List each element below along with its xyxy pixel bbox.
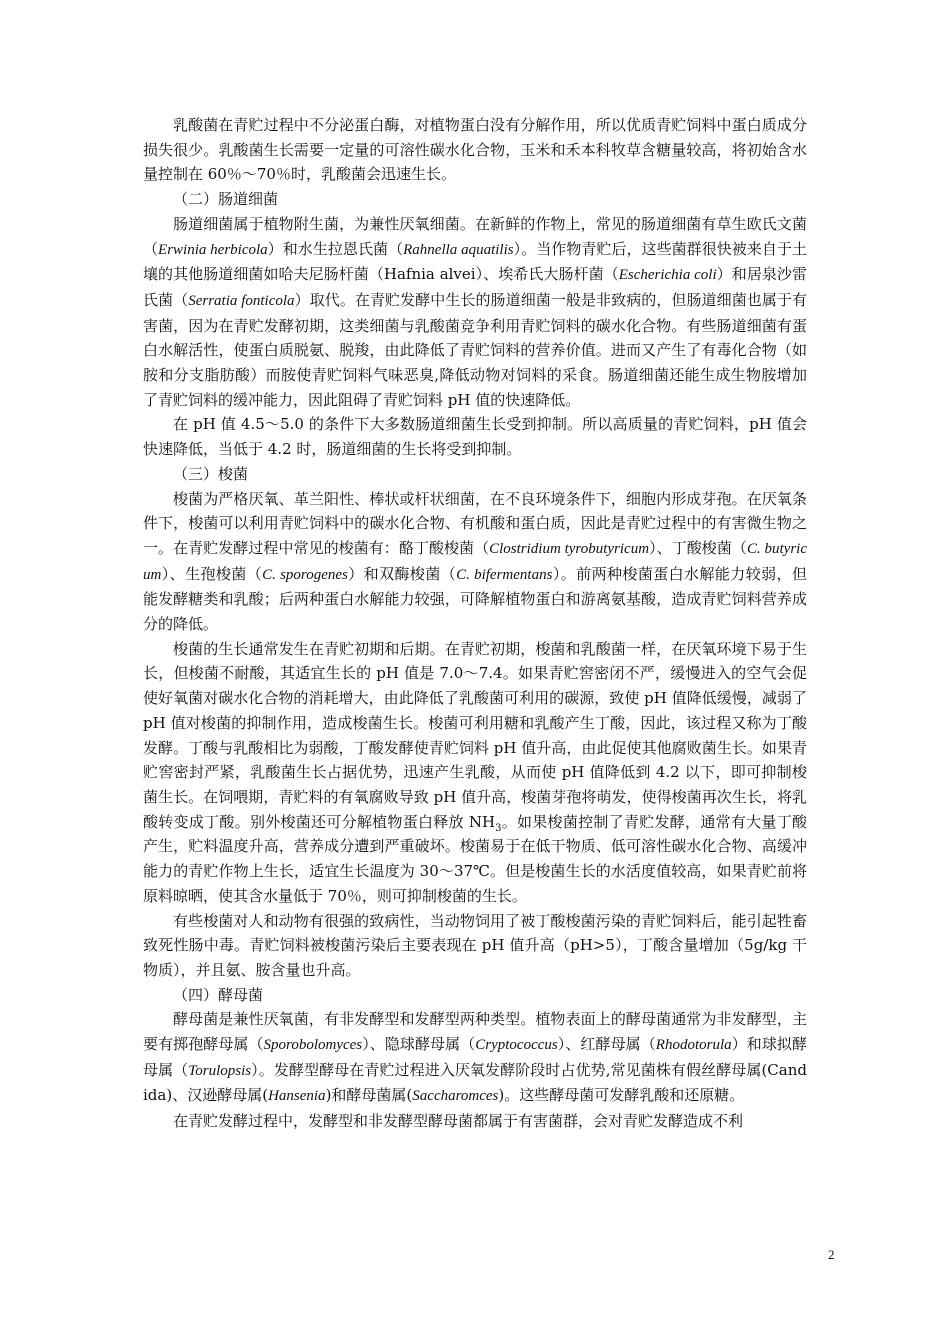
latin-name: Cryptococcus: [475, 1037, 558, 1054]
latin-name: Rhodotorula: [655, 1037, 732, 1054]
paragraph: [143, 909, 807, 983]
text-run: 梭菌的生长通常发生在青贮初期和后期。在青贮初期，梭菌和乳酸菌一样，在厌氧环境下易于生长，但梭菌不耐酸，其适宜生长的 pH 值是 7.0～7.4。如果青贮窖密闭不严，缓慢进入的空气会促使好氧菌对碳水化合物的消耗增大，由此降低了乳酸菌可利用的碳源，致使 pH 值降低缓慢，减弱了 pH 值对梭菌的抑制作用，造成梭菌生长。梭菌可利用糖和乳酸产生丁酸，因此，该过程又称为丁酸发酵。丁酸与乳酸相比为弱酸，丁酸发酵使青贮饲料 pH 值升高，由此促使其他腐败菌生长。如果青贮窖密封严紧，乳酸菌生长占据优势，迅速产生乳酸，从而使 pH 值降低到 4.2 以下，即可抑制梭菌生长。在饲喂期，青贮料的有氧腐败导致 pH 值升高，梭菌芽孢将萌发，使得梭菌再次生长，将乳酸转变成丁酸。别外梭菌还可分解植物蛋白释放 NH: [143, 639, 807, 831]
subscript: 3: [495, 822, 502, 834]
latin-name: Serratia fonticola: [188, 292, 295, 309]
text-run: （三）梭菌: [173, 464, 249, 483]
paragraph: [143, 1007, 807, 1109]
text-run: （二）肠道细菌: [173, 190, 279, 209]
latin-name: Torulopsis: [188, 1062, 252, 1079]
text-run: 肠道细菌属于植物附生菌，为兼性厌氧细菌。在新鲜的作物上，常见的肠道细菌有草生欧氏文菌（: [143, 214, 807, 258]
latin-name: Sporobolomyces: [263, 1037, 363, 1054]
text-run: 酵母菌是兼性厌氧菌，有非发酵型和发酵型两种类型。植物表面上的酵母菌通常为非发酵型，主要有掷孢酵母属（: [143, 1010, 807, 1054]
paragraph: [143, 113, 807, 187]
latin-name: Erwinia herbicola: [158, 241, 268, 258]
text-run: ）、丁酸梭菌（: [649, 538, 747, 557]
latin-name: C. bifermentans: [456, 566, 553, 583]
text-run: ）、隐球酵母属（: [362, 1035, 476, 1054]
text-run: 乳酸菌在青贮过程中不分泌蛋白酶，对植物蛋白没有分解作用，所以优质青贮饲料中蛋白质成分损失很少。乳酸菌生长需要一定量的可溶性碳水化合物，玉米和禾本科牧草含糖量较高，将初始含水量控制在 60％～70％时，乳酸菌会迅速生长。: [143, 116, 807, 184]
section-heading: [143, 462, 807, 487]
text-run: ）和球拟酵母属（: [143, 1035, 807, 1079]
document-body: [143, 113, 807, 1134]
paragraph: [143, 412, 807, 461]
text-run: （四）酵母菌: [173, 985, 264, 1004]
text-run: 。如果梭菌控制了青贮发酵，通常有大量丁酸产生，贮料温度升高，营养成分遭到严重破坏。梭菌易于在低干物质、低可溶性碳水化合物、高缓冲能力的青贮作物上生长，适宜生长温度为 30～37℃。但是梭菌生长的水活度值较高，如果青贮前将原料晾晒，使其含水量低于 70％，则可抑制梭菌的生长。: [143, 812, 807, 905]
text-run: 有些梭菌对人和动物有很强的致病性，当动物饲用了被丁酸梭菌污染的青贮饲料后，能引起牲畜致死性肠中毒。青贮饲料被梭菌污染后主要表现在 pH 值升高（pH>5），丁酸含量增加（5g/kg 干物质），并且氨、胺含量也升高。: [143, 911, 807, 979]
text-run: ）和水生拉恩氏菌（: [267, 239, 404, 258]
text-run: )和酵母菌属(: [325, 1086, 413, 1105]
page-number: 2: [828, 1247, 835, 1262]
text-run: 梭菌为严格厌氧、革兰阳性、棒状或杆状细菌，在不良环境条件下，细胞内形成芽孢。在厌氧条件下，梭菌可以利用青贮饲料中的碳水化合物、有机酸和蛋白质，因此是青贮过程中的有害微生物之一。在青贮发酵过程中常见的梭菌有：酪丁酸梭菌（: [143, 489, 807, 557]
text-run: ）。当作物青贮后，这些菌群很快被来自于土壤的其他肠道细菌如哈夫尼肠杆菌（Hafnia alvei）、埃希氏大肠杆菌（: [143, 239, 807, 284]
latin-name: Saccharomces: [412, 1088, 499, 1105]
latin-name: Escherichia coli: [618, 267, 717, 284]
latin-name: C. sporogenes: [262, 566, 348, 583]
text-run: 在 pH 值 4.5～5.0 的条件下大多数肠道细菌生长受到抑制。所以高质量的青贮饲料，pH 值会快速降低，当低于 4.2 时，肠道细菌的生长将受到抑制。: [143, 415, 807, 459]
latin-name: C. butyricum: [143, 540, 807, 583]
paragraph: [143, 212, 807, 413]
paragraph: [143, 1109, 807, 1134]
paragraph: [143, 487, 807, 637]
section-heading: [143, 983, 807, 1008]
text-run: ）。发酵型酵母在青贮过程进入厌氧发酵阶段时占优势,常见菌株有假丝酵母属(Candida)、汉逊酵母属(: [143, 1060, 807, 1105]
latin-name: Clostridium tyrobutyricum: [489, 540, 650, 557]
text-run: ）。前两种梭菌蛋白水解能力较弱，但能发酵糖类和乳酸；后两种蛋白水解能力较强，可降解植物蛋白和游离氨基酸，造成青贮饲料营养成分的降低。: [143, 564, 807, 634]
text-run: 在青贮发酵过程中，发酵型和非发酵型酵母菌都属于有害菌群，会对青贮发酵造成不利: [173, 1112, 744, 1131]
text-run: ）和双酶梭菌（: [347, 564, 457, 583]
text-run: ）和居泉沙雷氏菌（: [143, 265, 807, 309]
latin-name: Rahnella aquatilis: [403, 241, 514, 258]
text-run: ）、红酵母属（: [557, 1035, 656, 1054]
paragraph: [143, 637, 807, 909]
section-heading: [143, 187, 807, 212]
latin-name: Hansenia: [268, 1088, 326, 1105]
text-run: ）、生孢梭菌（: [161, 564, 263, 583]
text-run: )。这些酵母菌可发酵乳酸和还原糖。: [498, 1086, 745, 1105]
text-run: ）取代。在青贮发酵中生长的肠道细菌一般是非致病的，但肠道细菌也属于有害菌，因为在青贮发酵初期，这类细菌与乳酸菌竞争利用青贮饲料的碳水化合物。有些肠道细菌有蛋白水解活性，使蛋白质脱氨、脱羧，由此降低了青贮饲料的营养价值。进而又产生了有毒化合物（如胺和分支脂肪酸）而胺使青贮饲料气味恶臭,降低动物对饲料的采食。肠道细菌还能生成生物胺增加了青贮饲料的缓冲能力，因此阻碍了青贮饲料 pH 值的快速降低。: [143, 290, 807, 409]
